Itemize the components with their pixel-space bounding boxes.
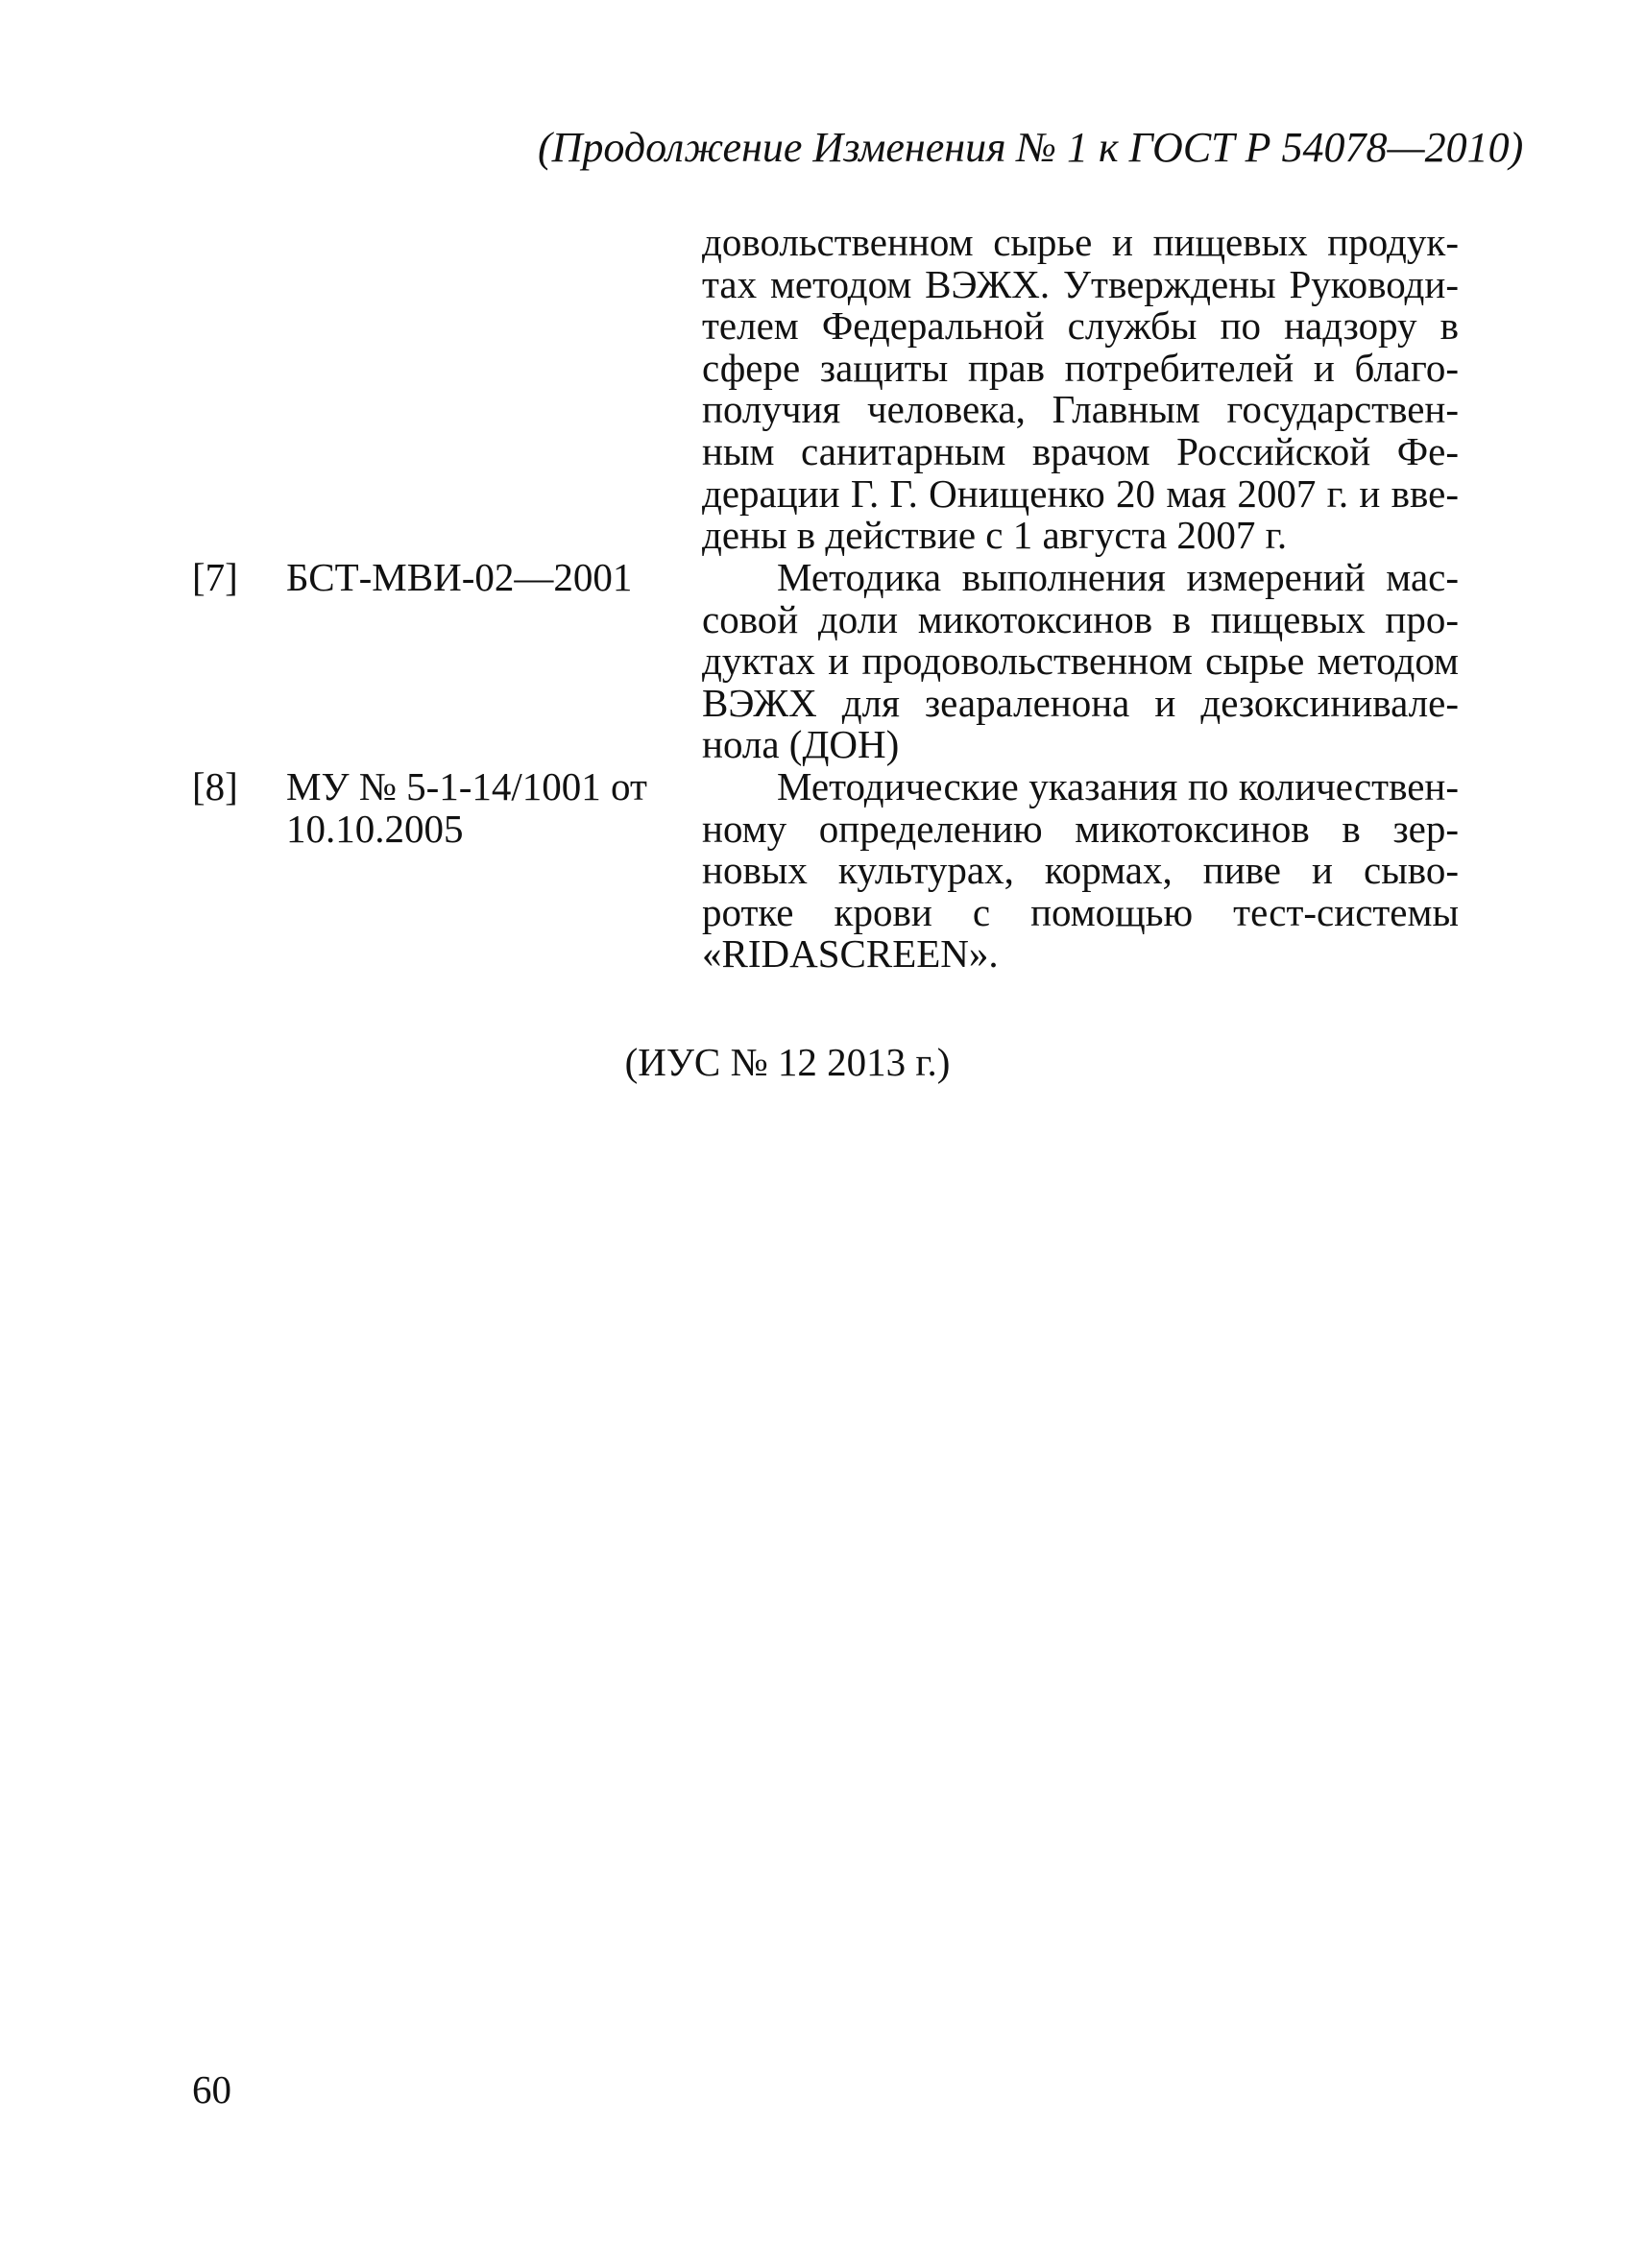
text-line: совой доли микотоксинов в пищевых про- — [702, 596, 1459, 641]
text-line: «RIDASCREEN». — [702, 931, 999, 977]
reference-number: [8] — [192, 764, 238, 808]
reference-code-line: 10.10.2005 — [286, 806, 464, 851]
text-line: тах методом ВЭЖХ. Утверждены Руководи- — [702, 261, 1459, 306]
reference-description — [702, 766, 1459, 976]
text-line: дерации Г. Г. Онищенко 20 мая 2007 г. и вве- — [702, 470, 1459, 516]
reference-number: [7] — [192, 555, 238, 599]
reference-code-line: МУ № 5-1-14/1001 от — [286, 764, 647, 808]
continued-description — [702, 222, 1459, 557]
amendment-source-note: (ИУС № 12 2013 г.) — [624, 1040, 951, 1084]
text-line: дены в действие с 1 августа 2007 г. — [702, 513, 1288, 558]
reference-code-line: БСТ-МВИ-02—2001 — [286, 555, 633, 599]
text-line: Методика выполнения измерений мас- — [777, 555, 1459, 599]
text-line: сфере защиты прав потребителей и благо- — [702, 345, 1459, 390]
text-line: ным санитарным врачом Российской Фе- — [702, 428, 1459, 473]
text-line: Методические указания по количествен- — [777, 764, 1459, 808]
text-line: ротке крови с помощью тест-системы — [702, 889, 1459, 934]
page-header: (Продолжение Изменения № 1 к ГОСТ Р 54078—2010) — [538, 124, 1524, 171]
reference-code — [286, 766, 670, 850]
page-number: 60 — [192, 2067, 231, 2111]
text-line: телем Федеральной службы по надзору в — [702, 303, 1459, 349]
text-line: нола (ДОН) — [702, 722, 900, 767]
text-line: довольственном сырье и пищевых продук- — [702, 220, 1459, 264]
reference-code — [286, 557, 670, 599]
reference-description — [702, 557, 1459, 766]
text-line: новых культурах, кормах, пиве и сыво- — [702, 848, 1459, 893]
text-line: дуктах и продовольственном сырье методом — [702, 639, 1459, 684]
text-line: получия человека, Главным государствен- — [702, 387, 1459, 432]
text-line: ВЭЖХ для зеараленона и дезоксинивале- — [702, 680, 1459, 725]
text-line: ному определению микотоксинов в зер- — [702, 806, 1459, 851]
